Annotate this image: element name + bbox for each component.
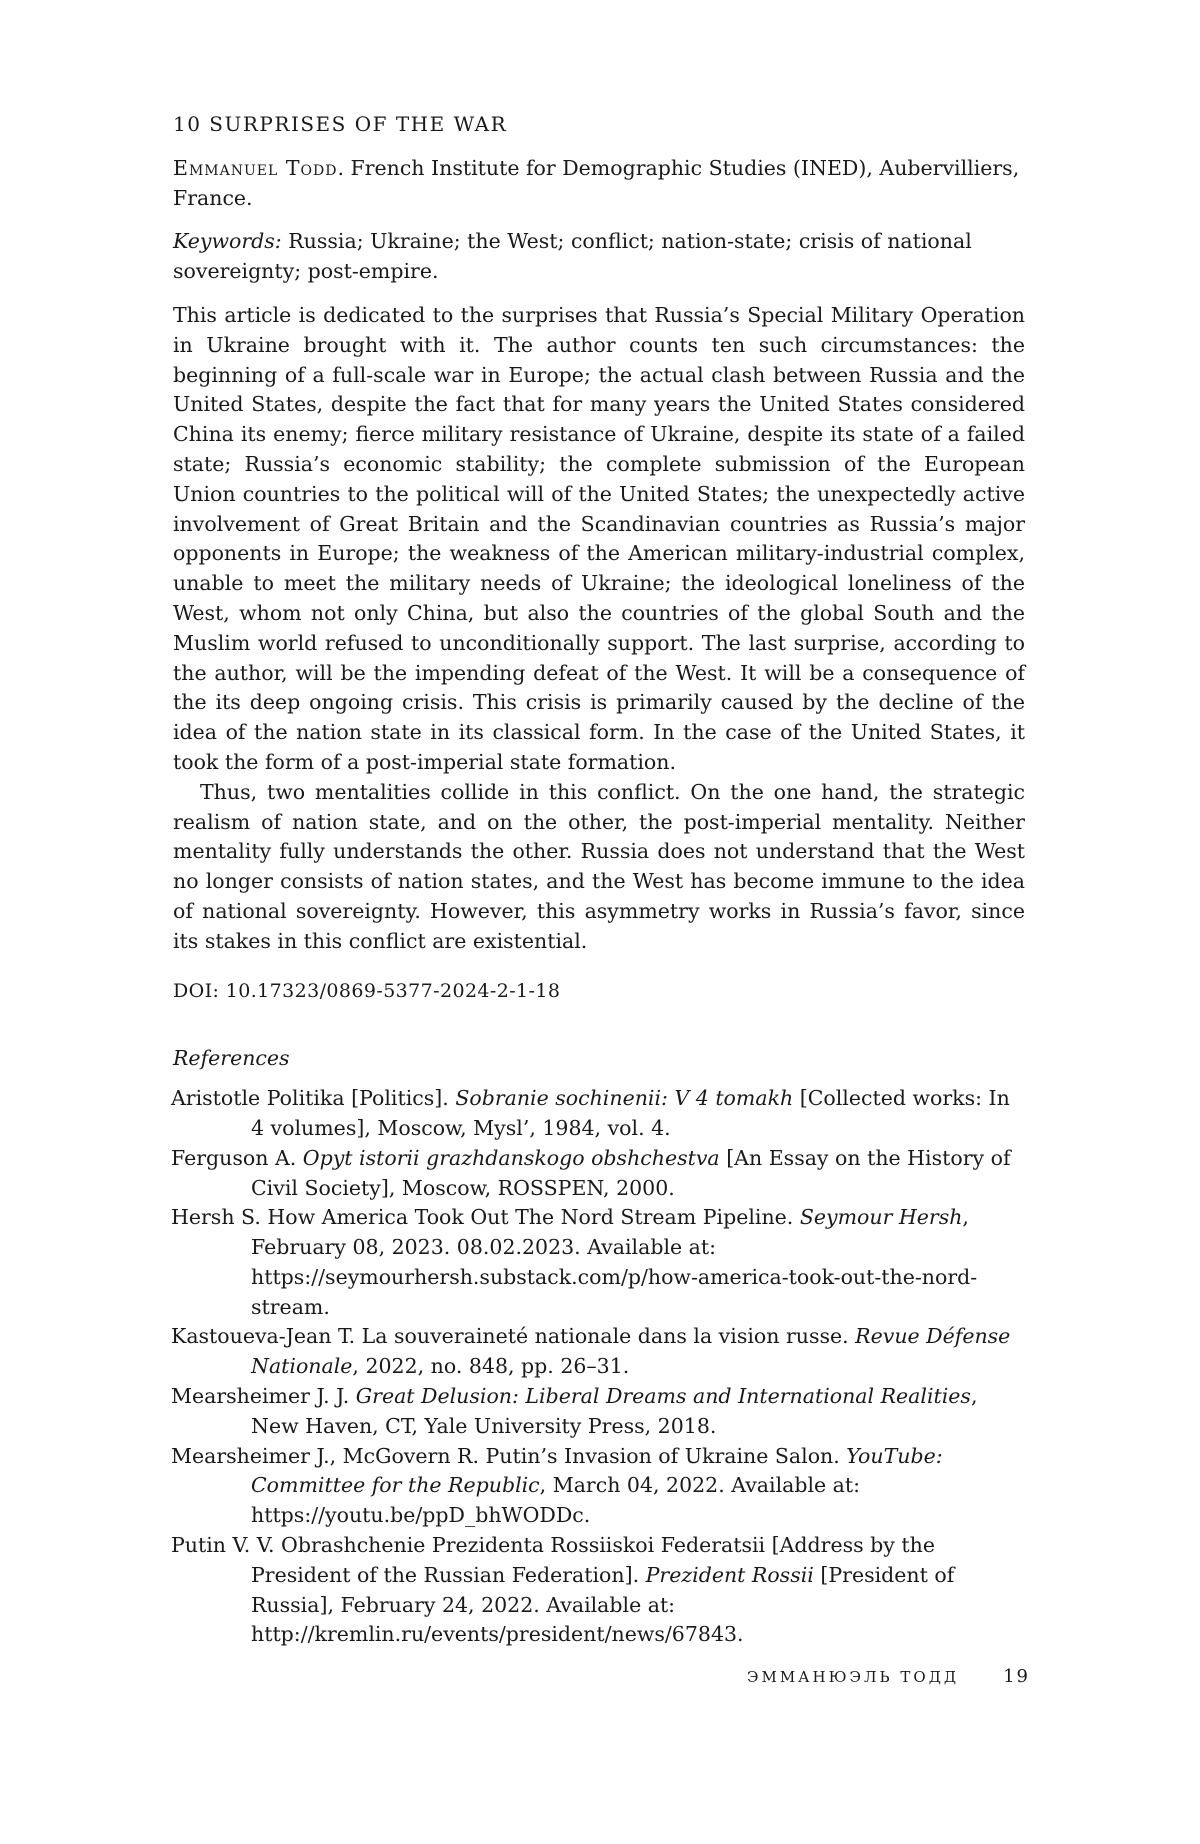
running-footer (700, 1666, 1030, 1687)
page-content (173, 110, 1025, 1650)
reference-text: , March 04, 2022. Available at: https://youtu.be/ppD_bhWODDc. (251, 1473, 861, 1528)
reference-text: Hersh S. How America Took Out The Nord Stream Pipeline. (171, 1205, 800, 1230)
reference-text: [President of Russia], February 24, 2022. Available at: http://kremlin.ru/events/president/news/67843. (251, 1562, 955, 1647)
reference-item (171, 1322, 1025, 1382)
reference-text: Putin V. V. Obrashchenie Prezidenta Rossiiskoi Federatsii [Address by the President of the Russian Federation]. (171, 1533, 935, 1587)
reference-title: Revue Défense Nationale (251, 1324, 1011, 1379)
abstract (173, 301, 1025, 957)
author-affiliation (173, 154, 1025, 214)
reference-title: Sobranie sochinenii: V 4 tomakh (455, 1086, 794, 1111)
reference-text: , New Haven, CT, Yale University Press, 2018. (251, 1384, 978, 1438)
reference-text: Ferguson A. (171, 1145, 303, 1170)
keywords-label: Keywords: (173, 229, 282, 254)
reference-title: Opyt istorii grazhdanskogo obshchestva (302, 1145, 720, 1170)
references-heading: References (173, 1046, 290, 1071)
reference-item (171, 1531, 1025, 1650)
abstract-paragraph: This article is dedicated to the surprises that Russia’s Special Military Operation in Ukraine brought with it. The author counts ten such circumstances: the beginning of a full-scale war in Europe; the actual clash between Russia and the United States, despite the fact that for many years the United States considered China its enemy; fierce military resistance of Ukraine, despite its state of a failed state; Russia’s economic stability; the complete submission of the European Union countries to the political will of the United States; the unexpectedly active involvement of Great Britain and the Scandinavian countries as Russia’s major opponents in Europe; the weakness of the American military-industrial complex, unable to meet the military needs of Ukraine; the ideological loneliness of the West, whom not only China, but also the countries of the global South and the Muslim world refused to unconditionally support. The last surprise, according to the author, will be the impending defeat of the West. It will be a consequence of the its deep ongoing crisis. This crisis is primarily caused by the decline of the idea of the nation state in its classical form. In the case of the United States, it took the form of a post-imperial state formation. (173, 302, 1025, 774)
reference-title: Great Delusion: Liberal Dreams and International Realities (355, 1384, 971, 1409)
doi: DOI: 10.17323/0869-5377-2024-2-1-18 (173, 979, 561, 1002)
running-head: ЭММАНЮЭЛЬ ТОДД (746, 1668, 960, 1686)
reference-text: , 2022, no. 848, pp. 26–31. (352, 1354, 630, 1379)
abstract-paragraph: Thus, two mentalities collide in this conflict. On the one hand, the strategic realism of nation state, and on the other, the post-imperial mentality. Neither mentality fully understands the other. Russia does not understand that the West no longer consists of nation states, and the West has become immune to the idea of national sovereignty. However, this asymmetry works in Russia’s favor, since its stakes in this conflict are existential. (173, 779, 1025, 953)
reference-title: YouTube: Committee for the Republic (251, 1443, 943, 1498)
reference-text: , February 08, 2023. 08.02.2023. Available at: https://seymourhersh.substack.com/p/how-america-took-out-the-nord-stream. (251, 1205, 978, 1319)
keywords (173, 227, 1025, 287)
keywords-text: Russia; Ukraine; the West; conflict; nation-state; crisis of national sovereignty; post-empire. (173, 229, 972, 284)
reference-item (171, 1144, 1025, 1204)
author-name: Emmanuel Todd (173, 155, 338, 180)
reference-item (171, 1084, 1025, 1144)
reference-title: Seymour Hersh (799, 1205, 963, 1230)
reference-list (173, 1084, 1025, 1650)
reference-item (171, 1442, 1025, 1531)
page-number: 19 (1003, 1666, 1030, 1687)
reference-item (171, 1382, 1025, 1442)
reference-text: [An Essay on the History of Civil Society], Moscow, ROSSPEN, 2000. (251, 1145, 1011, 1200)
reference-text: [Collected works: In 4 volumes], Moscow, Mysl’, 1984, vol. 4. (251, 1086, 1010, 1140)
affiliation-text: . French Institute for Demographic Studies (INED), Aubervilliers, France. (173, 155, 1020, 210)
reference-item (171, 1203, 1025, 1322)
reference-text: Mearsheimer J. J. (171, 1384, 356, 1409)
article-title: 10 SURPRISES OF THE WAR (173, 112, 508, 136)
reference-text: Aristotle Politika [Politics]. (171, 1086, 456, 1111)
reference-text: Kastoueva-Jean T. La souveraineté nationale dans la vision russe. (171, 1324, 856, 1349)
reference-title: Prezident Rossii (645, 1562, 814, 1587)
reference-text: Mearsheimer J., McGovern R. Putin’s Invasion of Ukraine Salon. (171, 1443, 847, 1468)
